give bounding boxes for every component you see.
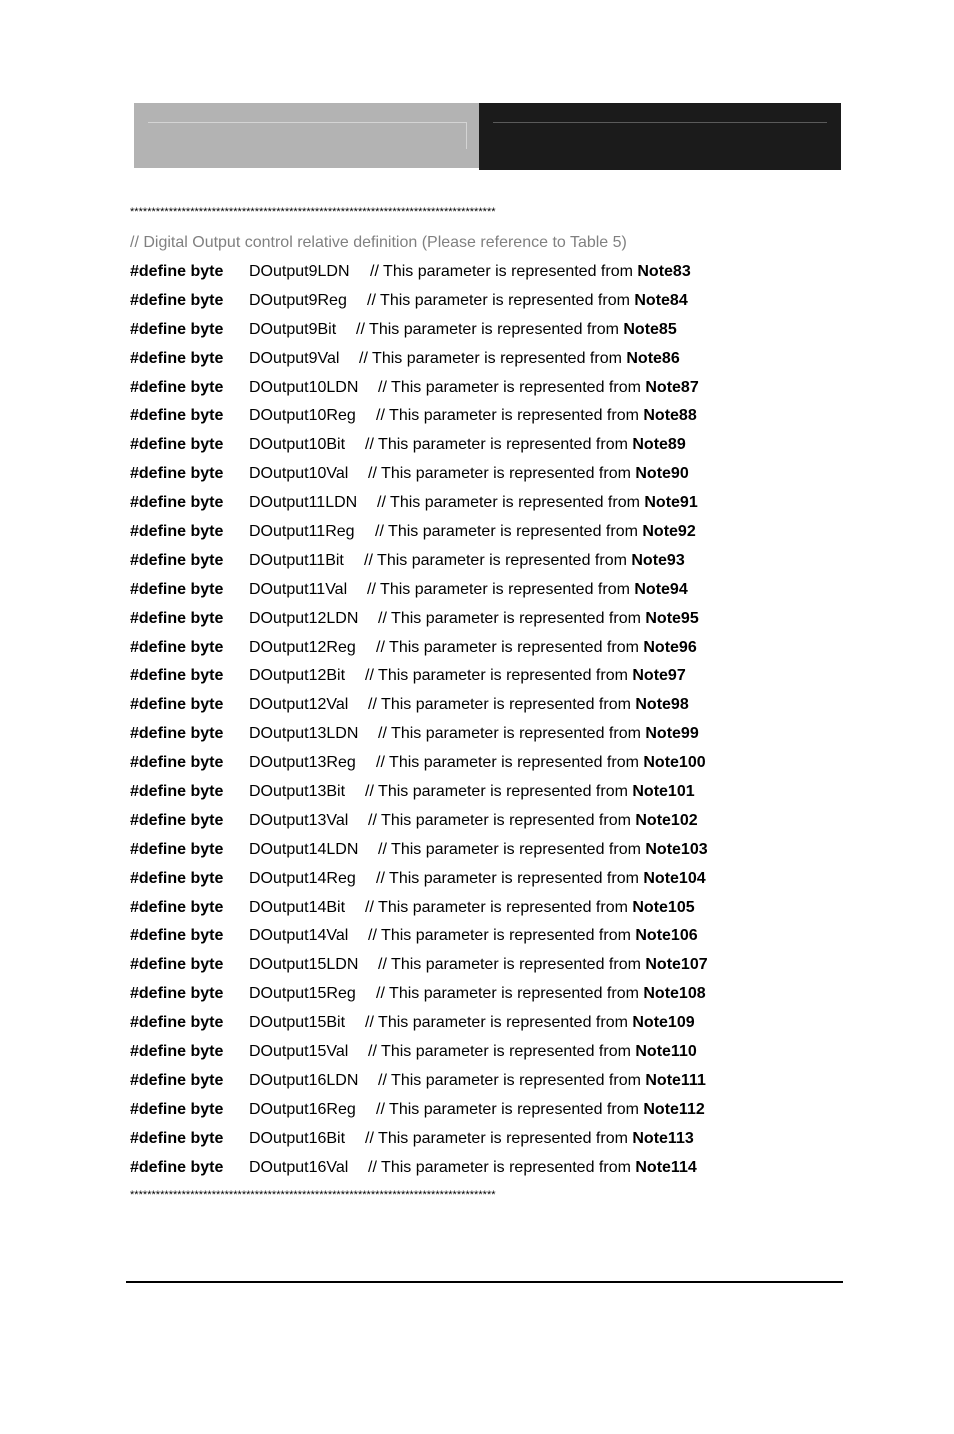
define-comment <box>378 839 708 861</box>
define-keyword: #define byte <box>130 725 224 743</box>
note-reference: Note113 <box>632 1129 694 1147</box>
note-reference: Note98 <box>635 696 689 714</box>
note-reference: Note91 <box>644 494 698 512</box>
define-identifier: DOutput10LDN <box>249 378 359 396</box>
define-comment <box>356 319 677 341</box>
note-reference: Note83 <box>637 263 691 280</box>
define-keyword: #define byte <box>130 1071 224 1089</box>
comment-text: // This parameter is represented from <box>376 754 644 772</box>
define-keyword: #define byte <box>130 436 224 454</box>
define-line <box>130 868 830 897</box>
note-reference: Note100 <box>643 754 706 772</box>
comment-text: // This parameter is represented from <box>370 263 638 280</box>
define-keyword: #define byte <box>130 927 224 945</box>
define-comment <box>376 1099 705 1121</box>
note-reference: Note87 <box>645 378 699 396</box>
define-keyword: #define byte <box>130 840 224 858</box>
comment-text: // This parameter is represented from <box>378 609 646 627</box>
comment-text: // This parameter is represented from <box>378 956 646 974</box>
comment-text: // This parameter is represented from <box>376 869 644 887</box>
define-keyword: #define byte <box>130 1129 224 1147</box>
footer-rule <box>126 1281 843 1283</box>
comment-text: // This parameter is represented from <box>365 1129 633 1147</box>
define-keyword: #define byte <box>130 811 224 829</box>
separator-bottom: ************************************************************************************* <box>130 1189 496 1201</box>
comment-text: // This parameter is represented from <box>376 1100 644 1118</box>
define-identifier: DOutput14Val <box>249 927 349 945</box>
define-line <box>130 954 830 983</box>
define-comment <box>368 463 689 485</box>
define-line <box>130 319 830 348</box>
note-reference: Note97 <box>632 667 686 685</box>
header-banner-right <box>479 103 841 170</box>
define-identifier: DOutput9LDN <box>249 263 350 280</box>
define-comment <box>368 810 698 832</box>
header-banner-left <box>134 103 479 168</box>
define-identifier: DOutput11Val <box>249 580 348 598</box>
define-line <box>130 637 830 666</box>
define-comment <box>364 550 685 572</box>
define-keyword: #define byte <box>130 523 224 541</box>
define-keyword: #define byte <box>130 609 224 627</box>
define-comment <box>365 665 686 687</box>
define-identifier: DOutput9Bit <box>249 320 337 338</box>
define-comment <box>376 405 697 427</box>
note-reference: Note94 <box>634 580 688 598</box>
define-keyword: #define byte <box>130 898 224 916</box>
comment-text: // This parameter is represented from <box>365 783 633 801</box>
define-comment <box>377 492 698 514</box>
define-line <box>130 348 830 377</box>
comment-text: // This parameter is represented from <box>368 811 636 829</box>
comment-text: // This parameter is represented from <box>365 1014 633 1032</box>
define-identifier: DOutput12Val <box>249 696 349 714</box>
define-keyword: #define byte <box>130 465 224 483</box>
note-reference: Note90 <box>635 465 689 483</box>
define-comment <box>368 694 689 716</box>
define-identifier: DOutput10Bit <box>249 436 346 454</box>
define-identifier: DOutput11LDN <box>249 494 358 512</box>
define-keyword: #define byte <box>130 580 224 598</box>
define-comment <box>378 1070 706 1092</box>
note-reference: Note106 <box>635 927 698 945</box>
define-comment <box>370 261 691 283</box>
define-comment <box>368 925 698 947</box>
define-comment <box>378 377 699 399</box>
define-keyword: #define byte <box>130 407 224 425</box>
note-reference: Note104 <box>643 869 706 887</box>
define-keyword: #define byte <box>130 956 224 974</box>
define-line <box>130 897 830 926</box>
define-line <box>130 983 830 1012</box>
define-identifier: DOutput12Reg <box>249 638 356 656</box>
note-reference: Note107 <box>645 956 708 974</box>
define-line <box>130 1070 830 1099</box>
comment-text: // This parameter is represented from <box>365 667 633 685</box>
comment-text: // This parameter is represented from <box>359 349 627 367</box>
comment-text: // This parameter is represented from <box>378 378 646 396</box>
header-left-frame <box>148 122 467 149</box>
define-keyword: #define byte <box>130 378 224 396</box>
define-keyword: #define byte <box>130 696 224 714</box>
comment-text: // This parameter is represented from <box>378 725 646 743</box>
comment-text: // This parameter is represented from <box>377 494 645 512</box>
define-keyword: #define byte <box>130 1100 224 1118</box>
note-reference: Note101 <box>632 783 695 801</box>
note-reference: Note95 <box>645 609 699 627</box>
define-identifier: DOutput15LDN <box>249 956 359 974</box>
note-reference: Note110 <box>635 1043 697 1061</box>
define-keyword: #define byte <box>130 754 224 772</box>
header-right-rule <box>493 122 827 123</box>
define-identifier: DOutput9Val <box>249 349 340 367</box>
comment-text: // This parameter is represented from <box>376 407 644 425</box>
define-comment <box>376 983 706 1005</box>
define-identifier: DOutput9Reg <box>249 291 347 309</box>
comment-text: // This parameter is represented from <box>367 291 635 309</box>
define-line <box>130 1099 830 1128</box>
define-line <box>130 377 830 406</box>
define-line <box>130 1012 830 1041</box>
define-identifier: DOutput14Bit <box>249 898 346 916</box>
define-identifier: DOutput11Bit <box>249 551 344 569</box>
note-reference: Note93 <box>631 551 685 569</box>
define-identifier: DOutput15Val <box>249 1043 349 1061</box>
comment-text: // This parameter is represented from <box>378 840 646 858</box>
comment-text: // This parameter is represented from <box>368 696 636 714</box>
define-keyword: #define byte <box>130 638 224 656</box>
define-identifier: DOutput16Val <box>249 1158 349 1176</box>
note-reference: Note105 <box>632 898 695 916</box>
define-comment <box>365 897 695 919</box>
note-reference: Note99 <box>645 725 699 743</box>
separator-top: ************************************************************************************* <box>130 206 496 218</box>
note-reference: Note86 <box>626 349 680 367</box>
note-reference: Note111 <box>645 1071 706 1089</box>
define-comment <box>378 954 708 976</box>
note-reference: Note88 <box>643 407 697 425</box>
define-line <box>130 290 830 319</box>
note-reference: Note114 <box>635 1158 697 1176</box>
define-line <box>130 839 830 868</box>
comment-text: // This parameter is represented from <box>368 1158 636 1176</box>
note-reference: Note92 <box>642 523 696 541</box>
define-comment <box>376 752 706 774</box>
define-comment <box>376 868 706 890</box>
define-keyword: #define byte <box>130 667 224 685</box>
define-line <box>130 608 830 637</box>
define-keyword: #define byte <box>130 494 224 512</box>
define-comment <box>367 290 688 312</box>
define-identifier: DOutput16Reg <box>249 1100 356 1118</box>
define-comment <box>376 637 697 659</box>
define-keyword: #define byte <box>130 349 224 367</box>
define-line <box>130 752 830 781</box>
define-comment <box>378 608 699 630</box>
note-reference: Note89 <box>632 436 686 454</box>
define-keyword: #define byte <box>130 869 224 887</box>
note-reference: Note112 <box>643 1100 705 1118</box>
comment-text: // This parameter is represented from <box>367 580 635 598</box>
define-line <box>130 405 830 434</box>
define-comment <box>367 579 688 601</box>
define-line <box>130 579 830 608</box>
define-comment <box>368 1041 697 1063</box>
define-list <box>130 261 830 1186</box>
define-line <box>130 810 830 839</box>
note-reference: Note84 <box>634 291 688 309</box>
define-keyword: #define byte <box>130 1043 224 1061</box>
comment-text: // This parameter is represented from <box>368 465 636 483</box>
section-comment: // Digital Output control relative definition (Please reference to Table 5) <box>130 234 627 251</box>
define-identifier: DOutput13Reg <box>249 754 356 772</box>
note-reference: Note96 <box>643 638 697 656</box>
define-identifier: DOutput13LDN <box>249 725 359 743</box>
define-line <box>130 492 830 521</box>
define-identifier: DOutput13Bit <box>249 783 346 801</box>
define-keyword: #define byte <box>130 1014 224 1032</box>
define-comment <box>359 348 680 370</box>
define-line <box>130 261 830 290</box>
define-keyword: #define byte <box>130 320 224 338</box>
define-line <box>130 1041 830 1070</box>
define-identifier: DOutput16LDN <box>249 1071 359 1089</box>
define-line <box>130 463 830 492</box>
define-comment <box>365 1128 694 1150</box>
define-line <box>130 1157 830 1186</box>
define-identifier: DOutput13Val <box>249 811 349 829</box>
define-identifier: DOutput12Bit <box>249 667 346 685</box>
comment-text: // This parameter is represented from <box>376 638 644 656</box>
note-reference: Note85 <box>623 320 677 338</box>
note-reference: Note103 <box>645 840 708 858</box>
define-comment <box>375 521 696 543</box>
define-line <box>130 521 830 550</box>
define-keyword: #define byte <box>130 985 224 1003</box>
comment-text: // This parameter is represented from <box>378 1071 646 1089</box>
define-identifier: DOutput14LDN <box>249 840 359 858</box>
comment-text: // This parameter is represented from <box>356 320 624 338</box>
note-reference: Note109 <box>632 1014 695 1032</box>
define-line <box>130 694 830 723</box>
define-identifier: DOutput14Reg <box>249 869 356 887</box>
define-comment <box>365 781 695 803</box>
define-line <box>130 781 830 810</box>
comment-text: // This parameter is represented from <box>365 898 633 916</box>
define-line <box>130 1128 830 1157</box>
define-line <box>130 925 830 954</box>
define-identifier: DOutput10Val <box>249 465 349 483</box>
define-line <box>130 665 830 694</box>
define-identifier: DOutput11Reg <box>249 523 355 541</box>
comment-text: // This parameter is represented from <box>375 523 643 541</box>
define-identifier: DOutput10Reg <box>249 407 356 425</box>
define-identifier: DOutput12LDN <box>249 609 359 627</box>
comment-text: // This parameter is represented from <box>364 551 632 569</box>
define-keyword: #define byte <box>130 291 224 309</box>
define-line <box>130 723 830 752</box>
define-comment <box>378 723 699 745</box>
define-line <box>130 434 830 463</box>
define-identifier: DOutput15Bit <box>249 1014 346 1032</box>
define-keyword: #define byte <box>130 263 224 280</box>
comment-text: // This parameter is represented from <box>368 1043 636 1061</box>
define-keyword: #define byte <box>130 1158 224 1176</box>
comment-text: // This parameter is represented from <box>365 436 633 454</box>
note-reference: Note102 <box>635 811 698 829</box>
define-identifier: DOutput15Reg <box>249 985 356 1003</box>
define-keyword: #define byte <box>130 783 224 801</box>
comment-text: // This parameter is represented from <box>376 985 644 1003</box>
define-comment <box>368 1157 697 1179</box>
define-identifier: DOutput16Bit <box>249 1129 346 1147</box>
define-keyword: #define byte <box>130 551 224 569</box>
comment-text: // This parameter is represented from <box>368 927 636 945</box>
define-comment <box>365 434 686 456</box>
define-line <box>130 550 830 579</box>
define-comment <box>365 1012 695 1034</box>
note-reference: Note108 <box>643 985 706 1003</box>
